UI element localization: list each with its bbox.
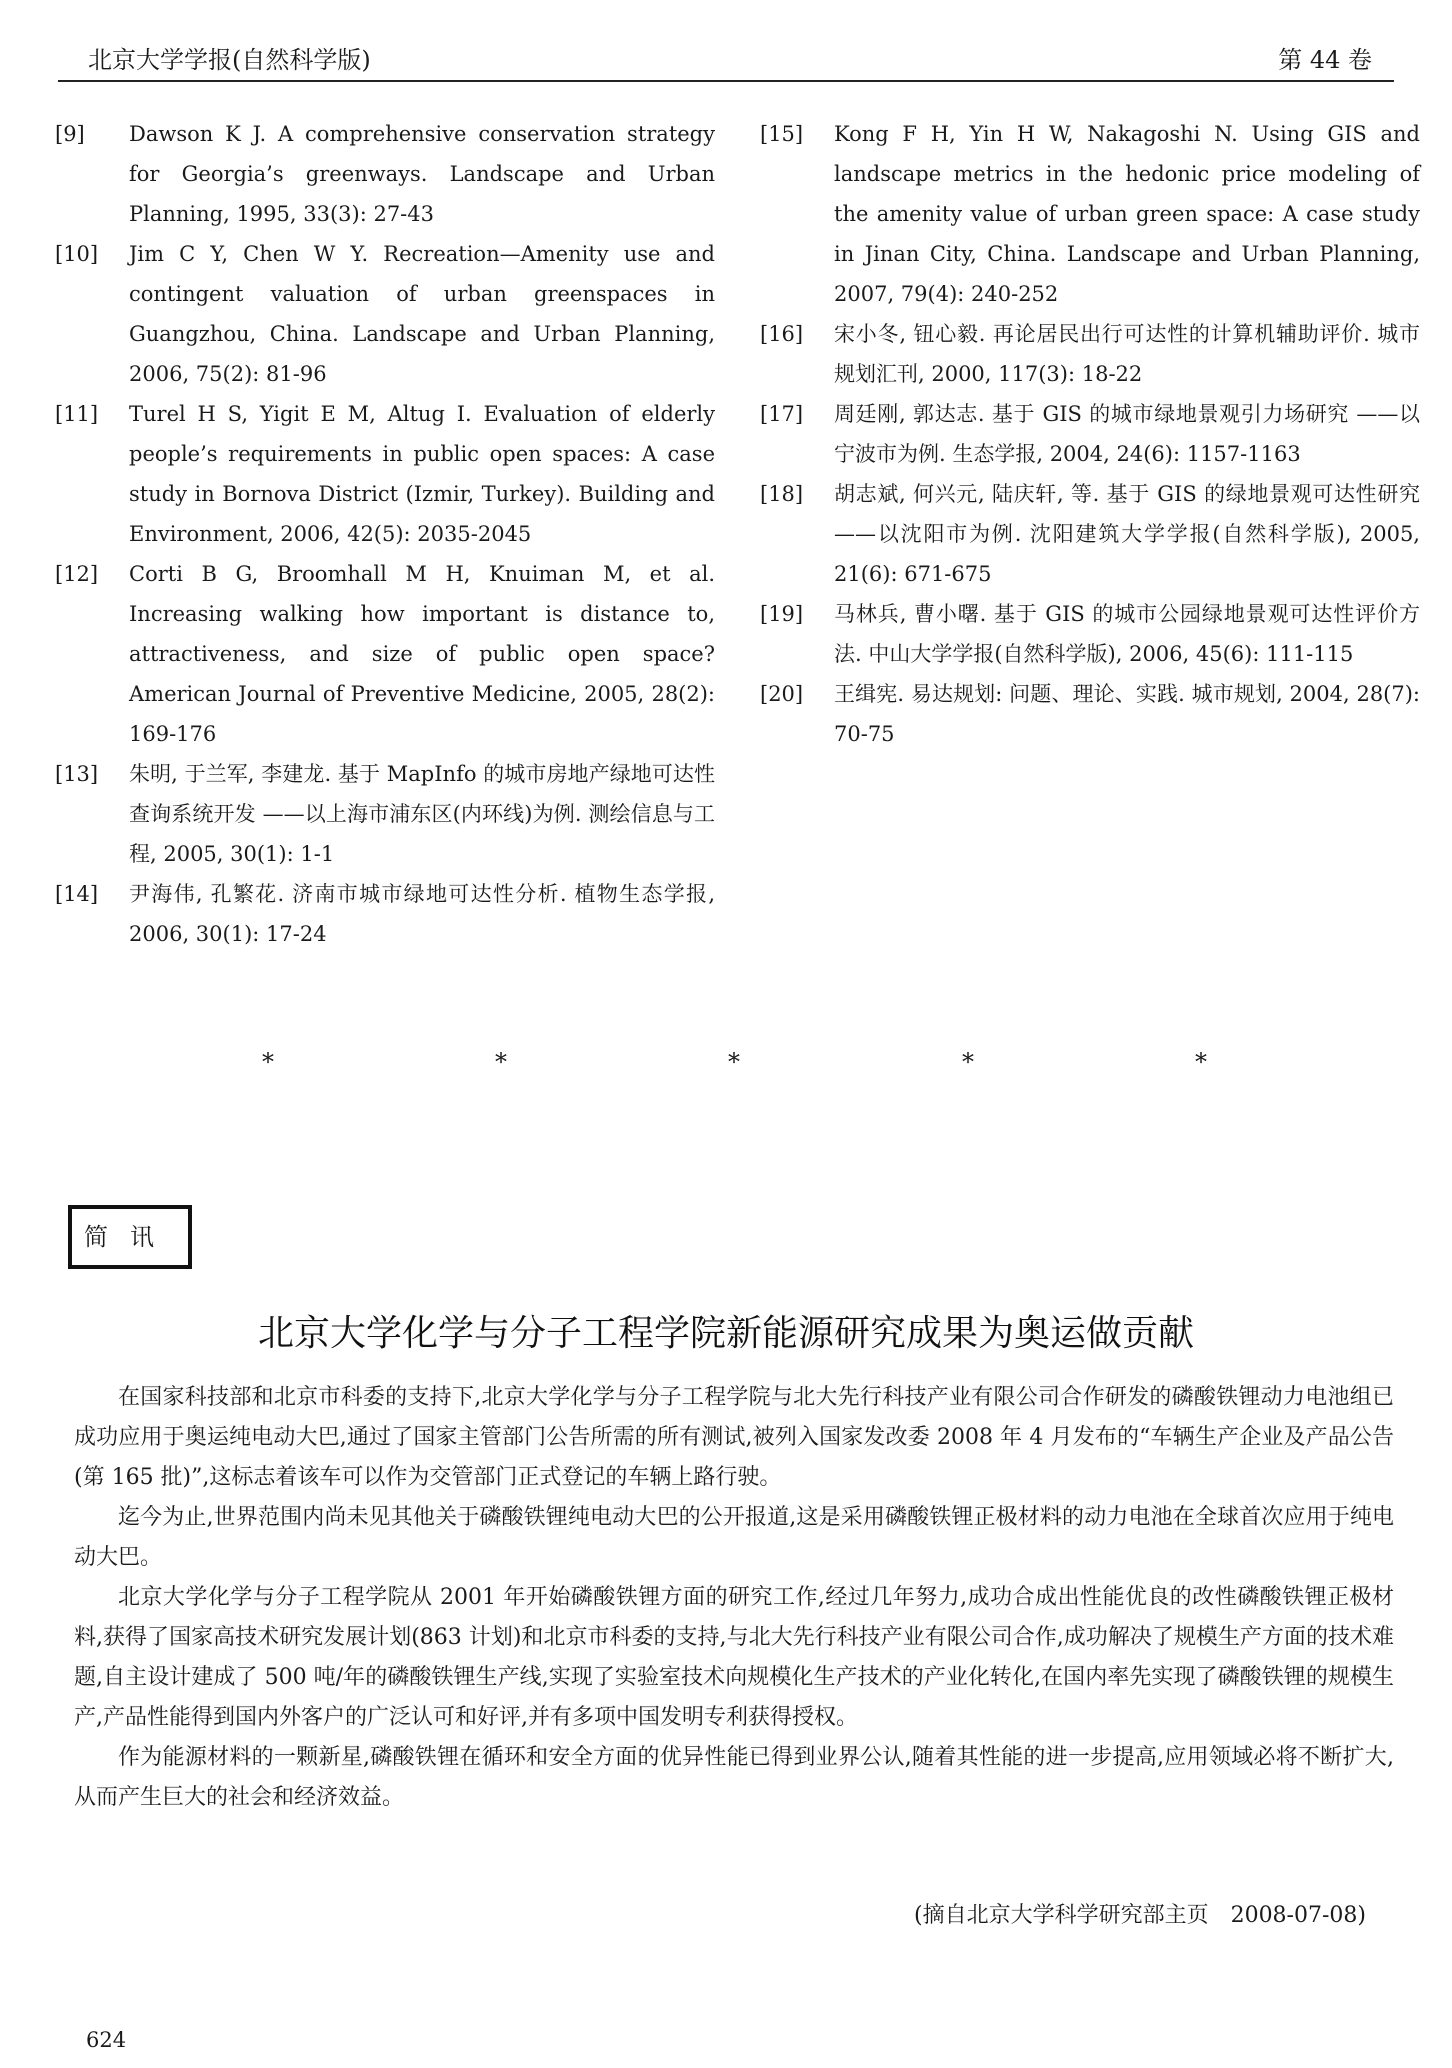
reference-text: Jim C Y, Chen W Y. Recreation—Amenity use and contingent valuation of urban greenspaces in Guangzhou, China. Landscape and Urban Planning, 2006, 75(2): 81-96 <box>129 242 715 386</box>
reference-number: [17] <box>760 402 804 426</box>
reference-text: Turel H S, Yigit E M, Altug I. Evaluation of elderly people’s requirements in public open spaces: A case study in Bornova District (Izmir, Turkey). Building and Environment, 2006, 42(5): 2035-2045 <box>129 402 715 546</box>
reference-item <box>55 114 715 234</box>
reference-item <box>55 554 715 754</box>
separator-star: * <box>728 1048 740 1076</box>
news-paragraph: 在国家科技部和北京市科委的支持下,北京大学化学与分子工程学院与北大先行科技产业有限公司合作研发的磷酸铁锂动力电池组已成功应用于奥运纯电动大巴,通过了国家主管部门公告所需的所有测试,被列入国家发改委 2008 年 4 月发布的“车辆生产企业及产品公告(第 165 批)”,这标志着该车可以作为交管部门正式登记的车辆上路行驶。 <box>74 1385 1394 1490</box>
reference-text: Kong F H, Yin H W, Nakagoshi N. Using GIS and landscape metrics in the hedonic price modeling of the amenity value of urban green space: A case study in Jinan City, China. Landscape and Urban Planning, 2007, 79(4): 240-252 <box>834 122 1420 306</box>
reference-text: 马林兵, 曹小曙. 基于 GIS 的城市公园绿地景观可达性评价方法. 中山大学学报(自然科学版), 2006, 45(6): 111-115 <box>834 602 1420 666</box>
reference-number: [9] <box>55 122 85 146</box>
references-left-column <box>55 114 715 954</box>
separator-star: * <box>962 1048 974 1076</box>
reference-text: Corti B G, Broomhall M H, Knuiman M, et al. Increasing walking how important is distance to, attractiveness, and size of public open space? American Journal of Preventive Medicine, 2005, 28(2): 169-176 <box>129 562 715 746</box>
reference-number: [19] <box>760 602 804 626</box>
reference-number: [13] <box>55 762 99 786</box>
reference-item <box>55 874 715 954</box>
reference-item <box>760 594 1420 674</box>
reference-item <box>760 114 1420 314</box>
news-paragraph: 北京大学化学与分子工程学院从 2001 年开始磷酸铁锂方面的研究工作,经过几年努力,成功合成出性能优良的改性磷酸铁锂正极材料,获得了国家高技术研究发展计划(863 计划)和北京市科委的支持,与北大先行科技产业有限公司合作,成功解决了规模生产方面的技术难题,自主设计建成了 500 吨/年的磷酸铁锂生产线,实现了实验室技术向规模化生产技术的产业化转化,在国内率先实现了磷酸铁锂的规模生产,产品性能得到国内外客户的广泛认可和好评,并有多项中国发明专利获得授权。 <box>74 1585 1394 1730</box>
separator-star: * <box>262 1048 274 1076</box>
news-paragraph: 作为能源材料的一颗新星,磷酸铁锂在循环和安全方面的优异性能已得到业界公认,随着其性能的进一步提高,应用领域必将不断扩大,从而产生巨大的社会和经济效益。 <box>74 1745 1394 1810</box>
reference-text: 尹海伟, 孔繁花. 济南市城市绿地可达性分析. 植物生态学报, 2006, 30(1): 17-24 <box>129 882 715 946</box>
page-number: 624 <box>86 2028 127 2052</box>
header-rule <box>58 80 1394 82</box>
references-right-column <box>760 114 1420 754</box>
reference-text: 宋小冬, 钮心毅. 再论居民出行可达性的计算机辅助评价. 城市规划汇刊, 2000, 117(3): 18-22 <box>834 322 1420 386</box>
reference-item <box>760 474 1420 594</box>
news-title: 北京大学化学与分子工程学院新能源研究成果为奥运做贡献 <box>257 1313 1194 1354</box>
reference-item <box>760 674 1420 754</box>
reference-number: [15] <box>760 122 804 146</box>
news-brief-label: 简讯 <box>68 1205 192 1269</box>
reference-number: [16] <box>760 322 804 346</box>
reference-text: 王缉宪. 易达规划: 问题、理论、实践. 城市规划, 2004, 28(7): 70-75 <box>834 682 1420 746</box>
reference-item <box>760 394 1420 474</box>
news-body <box>74 1378 1394 1818</box>
journal-title: 北京大学学报(自然科学版) <box>88 46 371 74</box>
reference-text: 朱明, 于兰军, 李建龙. 基于 MapInfo 的城市房地产绿地可达性查询系统开发 ——以上海市浦东区(内环线)为例. 测绘信息与工程, 2005, 30(1): 1-1 <box>129 762 715 866</box>
news-source: (摘自北京大学科学研究部主页 2008-07-08) <box>913 1903 1366 1928</box>
reference-number: [18] <box>760 482 804 506</box>
volume-number: 第 44 卷 <box>1278 46 1372 74</box>
reference-text: 周廷刚, 郭达志. 基于 GIS 的城市绿地景观引力场研究 ——以宁波市为例. 生态学报, 2004, 24(6): 1157-1163 <box>834 402 1420 466</box>
reference-item <box>760 314 1420 394</box>
reference-number: [10] <box>55 242 99 266</box>
reference-item <box>55 394 715 554</box>
separator-star: * <box>1195 1048 1207 1076</box>
reference-number: [11] <box>55 402 99 426</box>
reference-number: [20] <box>760 682 804 706</box>
reference-item <box>55 234 715 394</box>
reference-number: [14] <box>55 882 99 906</box>
separator-star: * <box>495 1048 507 1076</box>
reference-text: 胡志斌, 何兴元, 陆庆轩, 等. 基于 GIS 的绿地景观可达性研究 ——以沈阳市为例. 沈阳建筑大学学报(自然科学版), 2005, 21(6): 671-675 <box>834 482 1420 586</box>
reference-item <box>55 754 715 874</box>
reference-number: [12] <box>55 562 99 586</box>
reference-text: Dawson K J. A comprehensive conservation strategy for Georgia’s greenways. Landscape and Urban Planning, 1995, 33(3): 27-43 <box>129 122 715 226</box>
news-paragraph: 迄今为止,世界范围内尚未见其他关于磷酸铁锂纯电动大巴的公开报道,这是采用磷酸铁锂正极材料的动力电池在全球首次应用于纯电动大巴。 <box>74 1505 1394 1570</box>
